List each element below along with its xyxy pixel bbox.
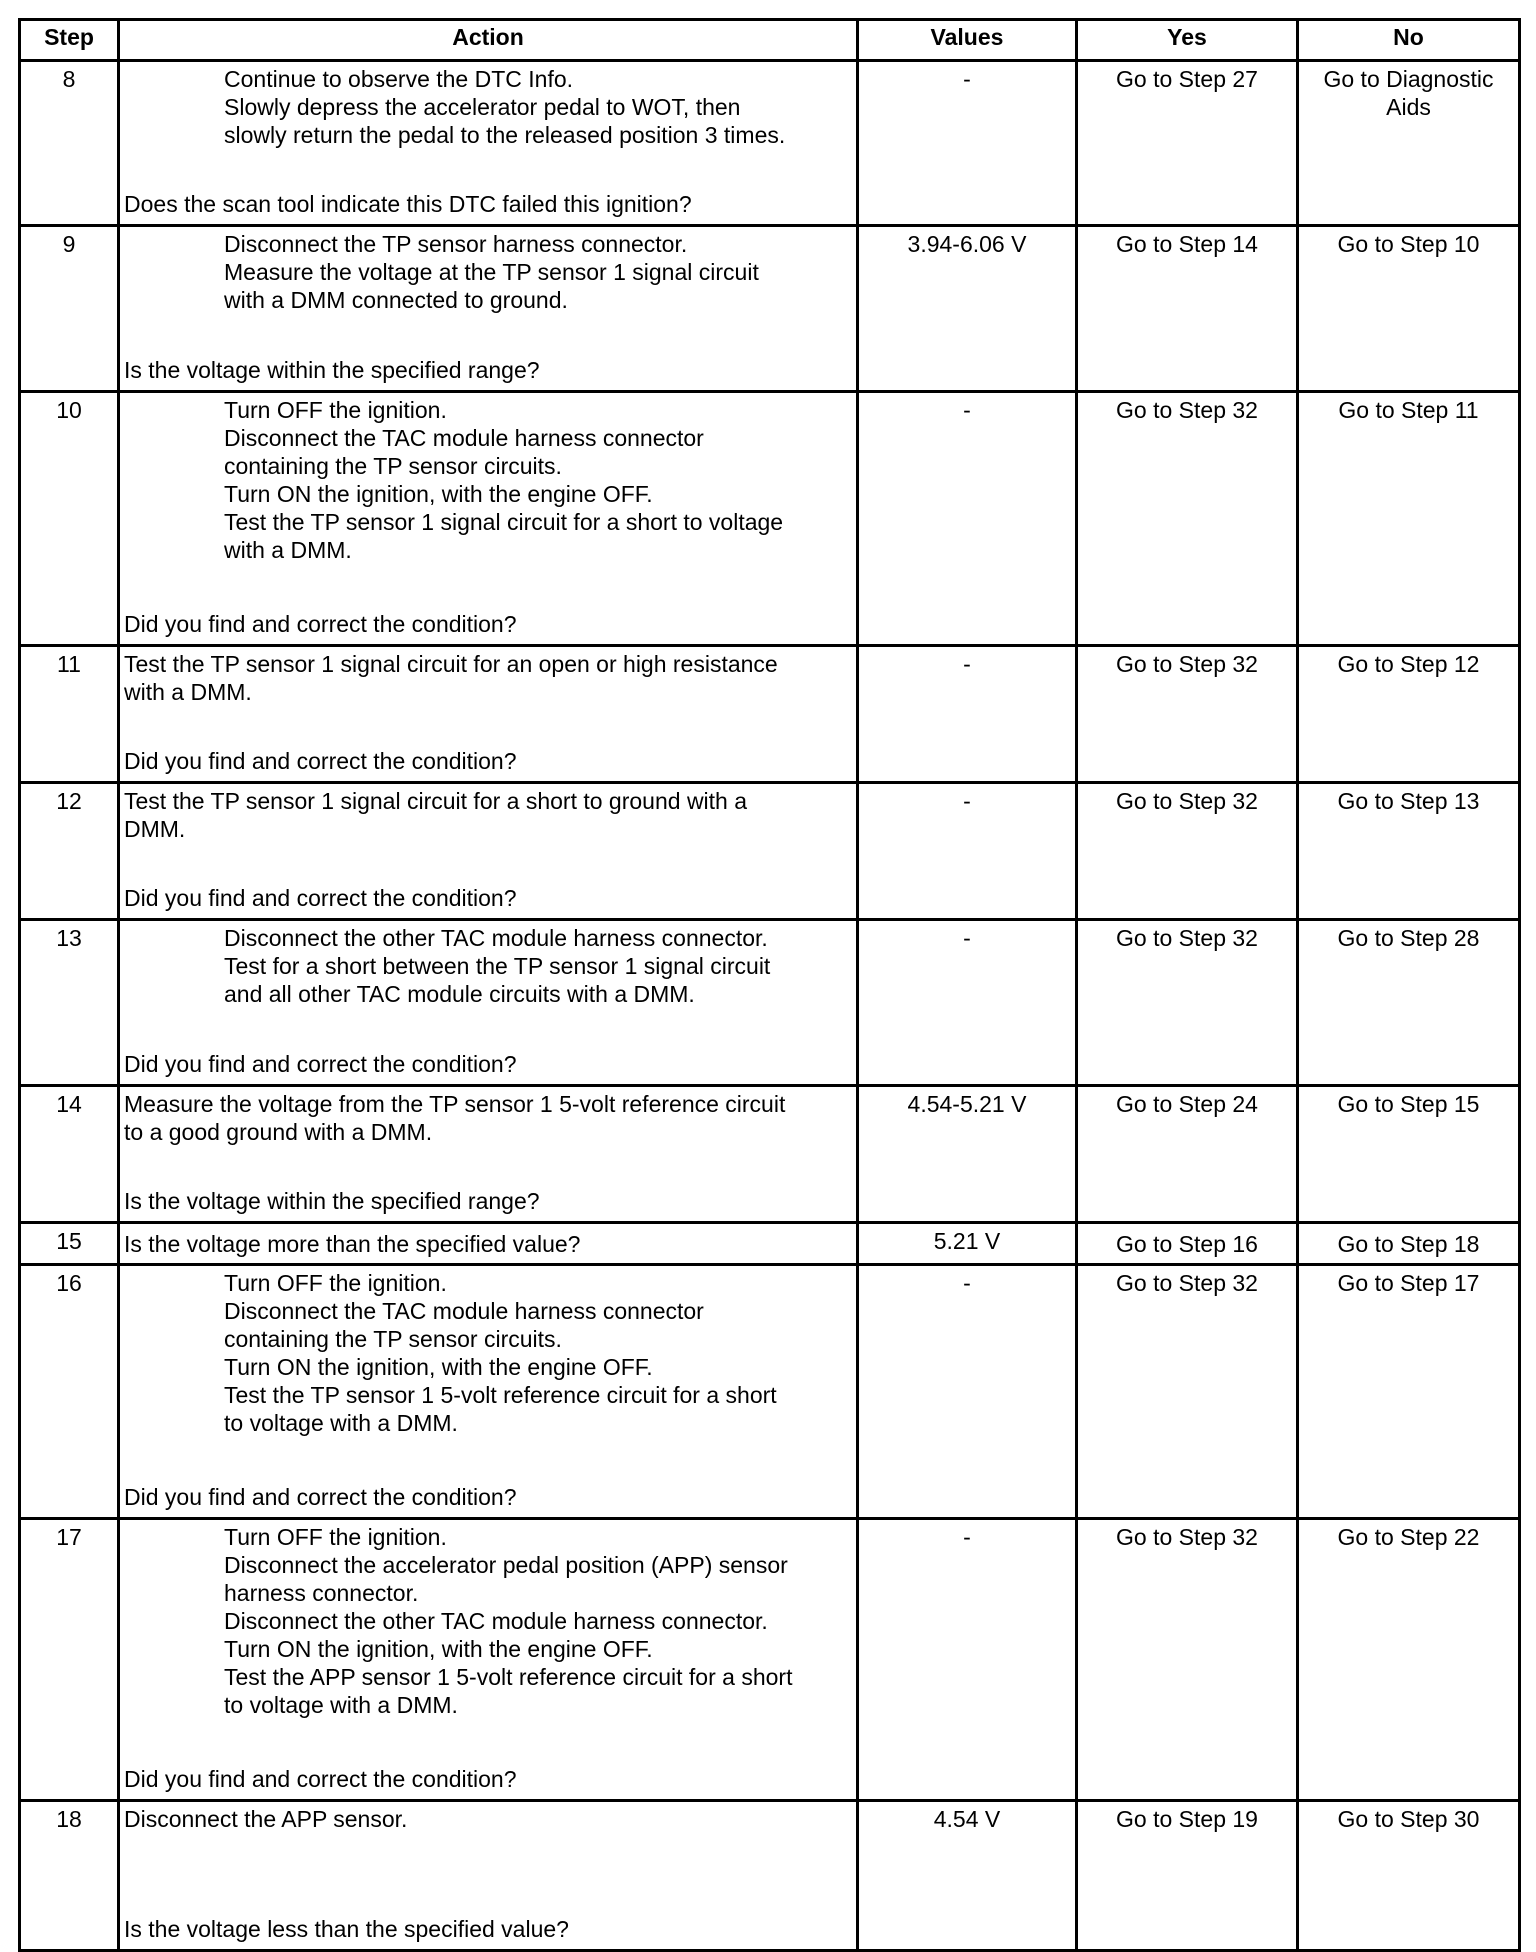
step-number: 17	[20, 1519, 119, 1801]
action-line: to voltage with a DMM.	[224, 1410, 458, 1436]
action-cell	[119, 392, 858, 646]
action-line: Test the TP sensor 1 signal circuit for an open or high resistance	[124, 651, 778, 677]
header-action: Action	[119, 20, 858, 61]
table-row	[20, 1086, 1520, 1223]
action-instructions	[124, 1269, 852, 1437]
action-line: harness connector.	[224, 1580, 419, 1606]
action-line: Continue to observe the DTC Info.	[224, 66, 574, 92]
step-number: 12	[20, 783, 119, 920]
no-cell: Go to Step 11	[1298, 392, 1520, 646]
yes-cell: Go to Step 27	[1077, 61, 1298, 226]
table-row	[20, 61, 1520, 226]
action-line: Test the APP sensor 1 5-volt reference circuit for a short	[224, 1664, 793, 1690]
action-instructions	[124, 787, 852, 843]
table-row	[20, 920, 1520, 1086]
action-question: Did you find and correct the condition?	[124, 748, 517, 774]
document-page	[18, 18, 1518, 1952]
action-instructions	[124, 230, 852, 314]
no-cell: Go to Diagnostic Aids	[1298, 61, 1520, 226]
action-cell	[119, 1265, 858, 1519]
header-values: Values	[858, 20, 1077, 61]
action-line: Disconnect the TP sensor harness connector.	[224, 231, 688, 257]
header-row	[20, 20, 1520, 61]
action-instructions	[124, 396, 852, 564]
action-line: with a DMM.	[224, 537, 352, 563]
action-line: Turn ON the ignition, with the engine OFF.	[224, 1354, 653, 1380]
action-question: Did you find and correct the condition?	[124, 885, 517, 911]
value-cell: -	[858, 1519, 1077, 1801]
step-number: 16	[20, 1265, 119, 1519]
action-line: Disconnect the TAC module harness connector	[224, 1298, 704, 1324]
action-line: Turn ON the ignition, with the engine OFF.	[224, 481, 653, 507]
action-question: Is the voltage within the specified range?	[124, 357, 540, 383]
step-number: 18	[20, 1801, 119, 1951]
table-row	[20, 1519, 1520, 1801]
action-line: Disconnect the other TAC module harness connector.	[224, 925, 768, 951]
action-line: Test for a short between the TP sensor 1 signal circuit	[224, 953, 771, 979]
diagnostic-table	[18, 18, 1521, 1952]
no-cell: Go to Step 22	[1298, 1519, 1520, 1801]
yes-cell: Go to Step 32	[1077, 646, 1298, 783]
yes-cell: Go to Step 16	[1077, 1223, 1298, 1265]
action-line: with a DMM.	[124, 679, 252, 705]
step-number: 14	[20, 1086, 119, 1223]
action-cell	[119, 1519, 858, 1801]
table-row	[20, 1801, 1520, 1951]
action-instructions	[124, 924, 852, 1008]
action-question: Is the voltage within the specified range?	[124, 1188, 540, 1214]
no-cell: Go to Step 13	[1298, 783, 1520, 920]
table-row	[20, 226, 1520, 392]
yes-cell: Go to Step 32	[1077, 783, 1298, 920]
step-number: 15	[20, 1223, 119, 1265]
action-cell	[119, 1223, 858, 1265]
yes-cell: Go to Step 14	[1077, 226, 1298, 392]
action-line: Turn OFF the ignition.	[224, 397, 447, 423]
action-question: Did you find and correct the condition?	[124, 1051, 517, 1077]
no-cell: Go to Step 28	[1298, 920, 1520, 1086]
action-line: Slowly depress the accelerator pedal to WOT, then	[224, 94, 741, 120]
value-cell: -	[858, 1265, 1077, 1519]
action-question: Did you find and correct the condition?	[124, 1484, 517, 1510]
value-cell: -	[858, 61, 1077, 226]
table-row	[20, 646, 1520, 783]
action-instructions	[124, 65, 852, 149]
action-cell	[119, 61, 858, 226]
no-cell: Go to Step 12	[1298, 646, 1520, 783]
action-line: Test the TP sensor 1 signal circuit for a short to ground with a	[124, 788, 748, 814]
action-cell	[119, 920, 858, 1086]
action-line: Test the TP sensor 1 signal circuit for a short to voltage	[224, 509, 784, 535]
action-line: Test the TP sensor 1 5-volt reference circuit for a short	[224, 1382, 777, 1408]
yes-cell: Go to Step 32	[1077, 1265, 1298, 1519]
action-line: containing the TP sensor circuits.	[224, 453, 562, 479]
action-line: and all other TAC module circuits with a DMM.	[224, 981, 695, 1007]
action-question: Is the voltage more than the specified value?	[124, 1230, 581, 1257]
action-line: to a good ground with a DMM.	[124, 1119, 433, 1145]
action-line: Turn ON the ignition, with the engine OFF.	[224, 1636, 653, 1662]
value-cell: 5.21 V	[858, 1223, 1077, 1265]
action-cell	[119, 646, 858, 783]
action-instructions	[124, 1090, 852, 1146]
value-cell: -	[858, 783, 1077, 920]
action-line: containing the TP sensor circuits.	[224, 1326, 562, 1352]
action-line: Disconnect the accelerator pedal position (APP) sensor	[224, 1552, 788, 1578]
action-line: with a DMM connected to ground.	[224, 287, 568, 313]
action-line: Turn OFF the ignition.	[224, 1270, 447, 1296]
action-line: Disconnect the APP sensor.	[124, 1806, 408, 1832]
action-line: Measure the voltage from the TP sensor 1 5-volt reference circuit	[124, 1091, 786, 1117]
action-question: Is the voltage less than the specified value?	[124, 1916, 569, 1942]
step-number: 11	[20, 646, 119, 783]
value-cell: -	[858, 646, 1077, 783]
yes-cell: Go to Step 19	[1077, 1801, 1298, 1951]
value-cell: 3.94-6.06 V	[858, 226, 1077, 392]
value-cell: -	[858, 392, 1077, 646]
action-line: to voltage with a DMM.	[224, 1692, 458, 1718]
action-cell	[119, 1086, 858, 1223]
action-instructions	[124, 650, 852, 706]
no-cell: Go to Step 18	[1298, 1223, 1520, 1265]
action-instructions	[124, 1805, 852, 1833]
action-instructions	[124, 1523, 852, 1719]
yes-cell: Go to Step 32	[1077, 1519, 1298, 1801]
value-cell: -	[858, 920, 1077, 1086]
yes-cell: Go to Step 24	[1077, 1086, 1298, 1223]
action-line: DMM.	[124, 816, 186, 842]
no-cell: Go to Step 10	[1298, 226, 1520, 392]
step-number: 10	[20, 392, 119, 646]
no-cell: Go to Step 30	[1298, 1801, 1520, 1951]
header-yes: Yes	[1077, 20, 1298, 61]
action-question: Did you find and correct the condition?	[124, 1766, 517, 1792]
action-line: Disconnect the other TAC module harness connector.	[224, 1608, 768, 1634]
value-cell: 4.54-5.21 V	[858, 1086, 1077, 1223]
action-cell	[119, 783, 858, 920]
yes-cell: Go to Step 32	[1077, 920, 1298, 1086]
no-cell: Go to Step 15	[1298, 1086, 1520, 1223]
action-line: Measure the voltage at the TP sensor 1 signal circuit	[224, 259, 759, 285]
step-number: 8	[20, 61, 119, 226]
table-row	[20, 392, 1520, 646]
action-question: Did you find and correct the condition?	[124, 611, 517, 637]
header-step: Step	[20, 20, 119, 61]
action-question: Does the scan tool indicate this DTC failed this ignition?	[124, 191, 692, 217]
table-row	[20, 1265, 1520, 1519]
header-no: No	[1298, 20, 1520, 61]
step-number: 9	[20, 226, 119, 392]
action-cell	[119, 226, 858, 392]
action-cell	[119, 1801, 858, 1951]
yes-cell: Go to Step 32	[1077, 392, 1298, 646]
no-cell: Go to Step 17	[1298, 1265, 1520, 1519]
table-row	[20, 1223, 1520, 1265]
table-row	[20, 783, 1520, 920]
action-line: Turn OFF the ignition.	[224, 1524, 447, 1550]
action-line: Disconnect the TAC module harness connector	[224, 425, 704, 451]
value-cell: 4.54 V	[858, 1801, 1077, 1951]
action-line: slowly return the pedal to the released position 3 times.	[224, 122, 786, 148]
step-number: 13	[20, 920, 119, 1086]
